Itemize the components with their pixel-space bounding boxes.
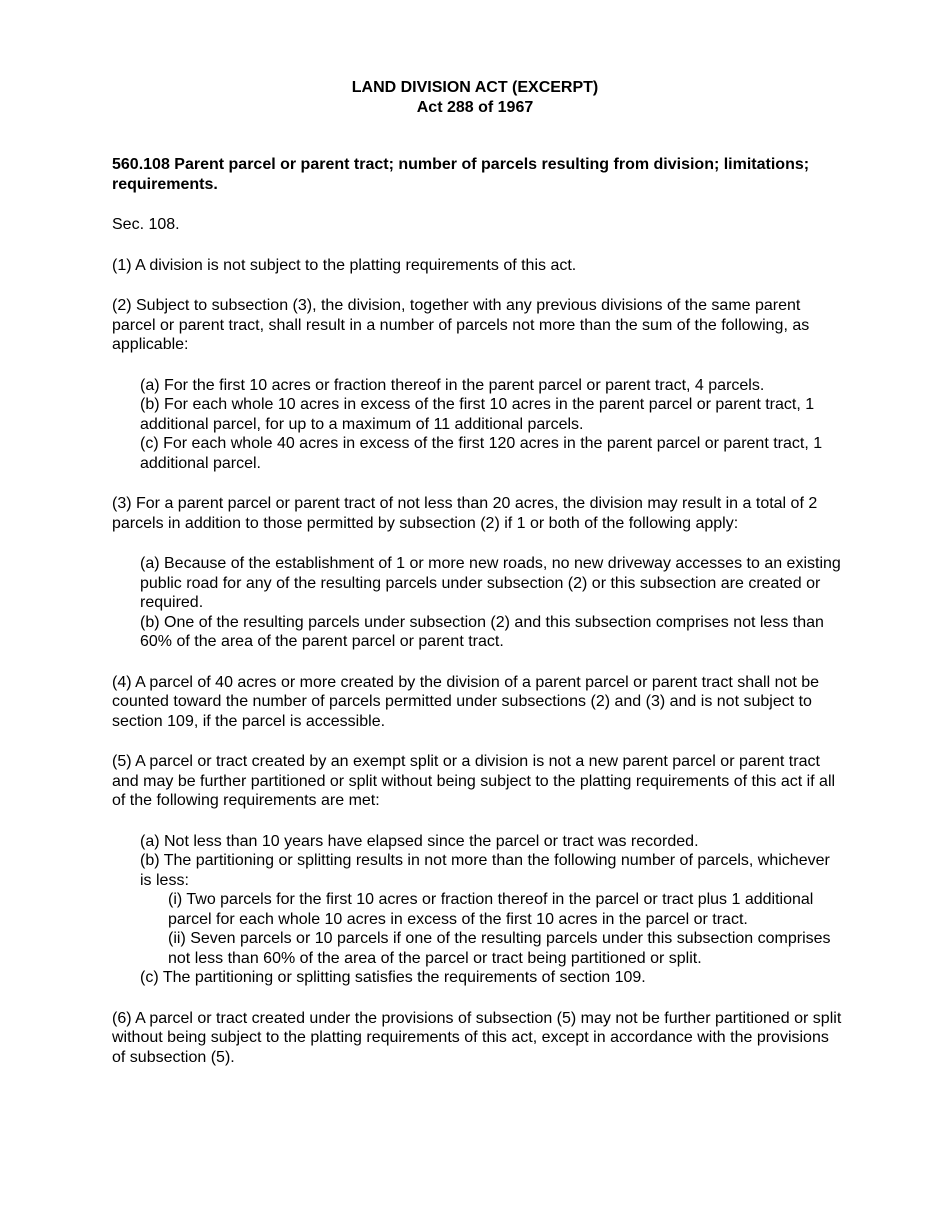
subsection-3: (3) For a parent parcel or parent tract of not less than 20 acres, the division may result in a total of 2 parcels in addition to those permitted by subsection (2) if 1 or both of the following apply: bbox=[112, 495, 818, 532]
subsection-5-item-b-i: (i) Two parcels for the first 10 acres or fraction thereof in the parcel or tract plus 1 additional parcel for each whole 10 acres in excess of the first 10 acres in the parcel or tract. bbox=[168, 891, 814, 928]
subsection-5-item-b: (b) The partitioning or splitting results in not more than the following number of parcels, whichever is less: bbox=[140, 852, 830, 889]
subsection-3-list bbox=[112, 554, 842, 652]
subsection-5: (5) A parcel or tract created by an exempt split or a division is not a new parent parcel or parent tract and may be further partitioned or split without being subject to the platting requirements of this act if all of the following requirements are met: bbox=[112, 753, 836, 809]
document-title: LAND DIVISION ACT (EXCERPT) bbox=[351, 79, 599, 96]
document-subtitle: Act 288 of 1967 bbox=[416, 98, 534, 116]
document-header bbox=[110, 78, 840, 117]
subsection-2-list bbox=[112, 376, 842, 474]
subsection-5-item-a: (a) Not less than 10 years have elapsed since the parcel or tract was recorded. bbox=[140, 832, 699, 850]
document-page bbox=[112, 78, 842, 1067]
subsection-1: (1) A division is not subject to the platting requirements of this act. bbox=[112, 256, 577, 274]
subsection-5-item-c: (c) The partitioning or splitting satisfies the requirements of section 109. bbox=[140, 969, 646, 986]
subsection-6: (6) A parcel or tract created under the provisions of subsection (5) may not be further partitioned or split without being subject to the platting requirements of this act, except in accordance with the provisions of subsection (5). bbox=[112, 1009, 842, 1066]
subsection-3-item-a: (a) Because of the establishment of 1 or more new roads, no new driveway accesses to an existing public road for any of the resulting parcels under subsection (2) or this subsection are created or required. bbox=[140, 555, 841, 611]
subsection-2-item-b: (b) For each whole 10 acres in excess of the first 10 acres in the parent parcel or parent tract, 1 additional parcel, for up to a maximum of 11 additional parcels. bbox=[140, 396, 815, 433]
subsection-4: (4) A parcel of 40 acres or more created by the division of a parent parcel or parent tract shall not be counted toward the number of parcels permitted under subsections (2) and (3) and is not subject to section 109, if the parcel is accessible. bbox=[112, 673, 820, 730]
subsection-2: (2) Subject to subsection (3), the division, together with any previous divisions of the same parent parcel or parent tract, shall result in a number of parcels not more than the sum of the following, as applicable: bbox=[112, 297, 810, 353]
subsection-2-item-a: (a) For the first 10 acres or fraction thereof in the parent parcel or parent tract, 4 parcels. bbox=[140, 376, 765, 394]
subsection-5-list bbox=[112, 832, 842, 988]
subsection-5-item-b-ii: (ii) Seven parcels or 10 parcels if one of the resulting parcels under this subsection comprises not less than 60% of the area of the parcel or tract being partitioned or split. bbox=[168, 930, 831, 967]
section-heading: 560.108 Parent parcel or parent tract; number of parcels resulting from division; limitations; requirements. bbox=[112, 156, 810, 193]
subsection-2-item-c: (c) For each whole 40 acres in excess of the first 120 acres in the parent parcel or parent tract, 1 additional parcel. bbox=[140, 435, 823, 472]
subsection-3-item-b: (b) One of the resulting parcels under subsection (2) and this subsection comprises not less than 60% of the area of the parent parcel or parent tract. bbox=[140, 613, 824, 650]
section-label: Sec. 108. bbox=[112, 216, 180, 233]
